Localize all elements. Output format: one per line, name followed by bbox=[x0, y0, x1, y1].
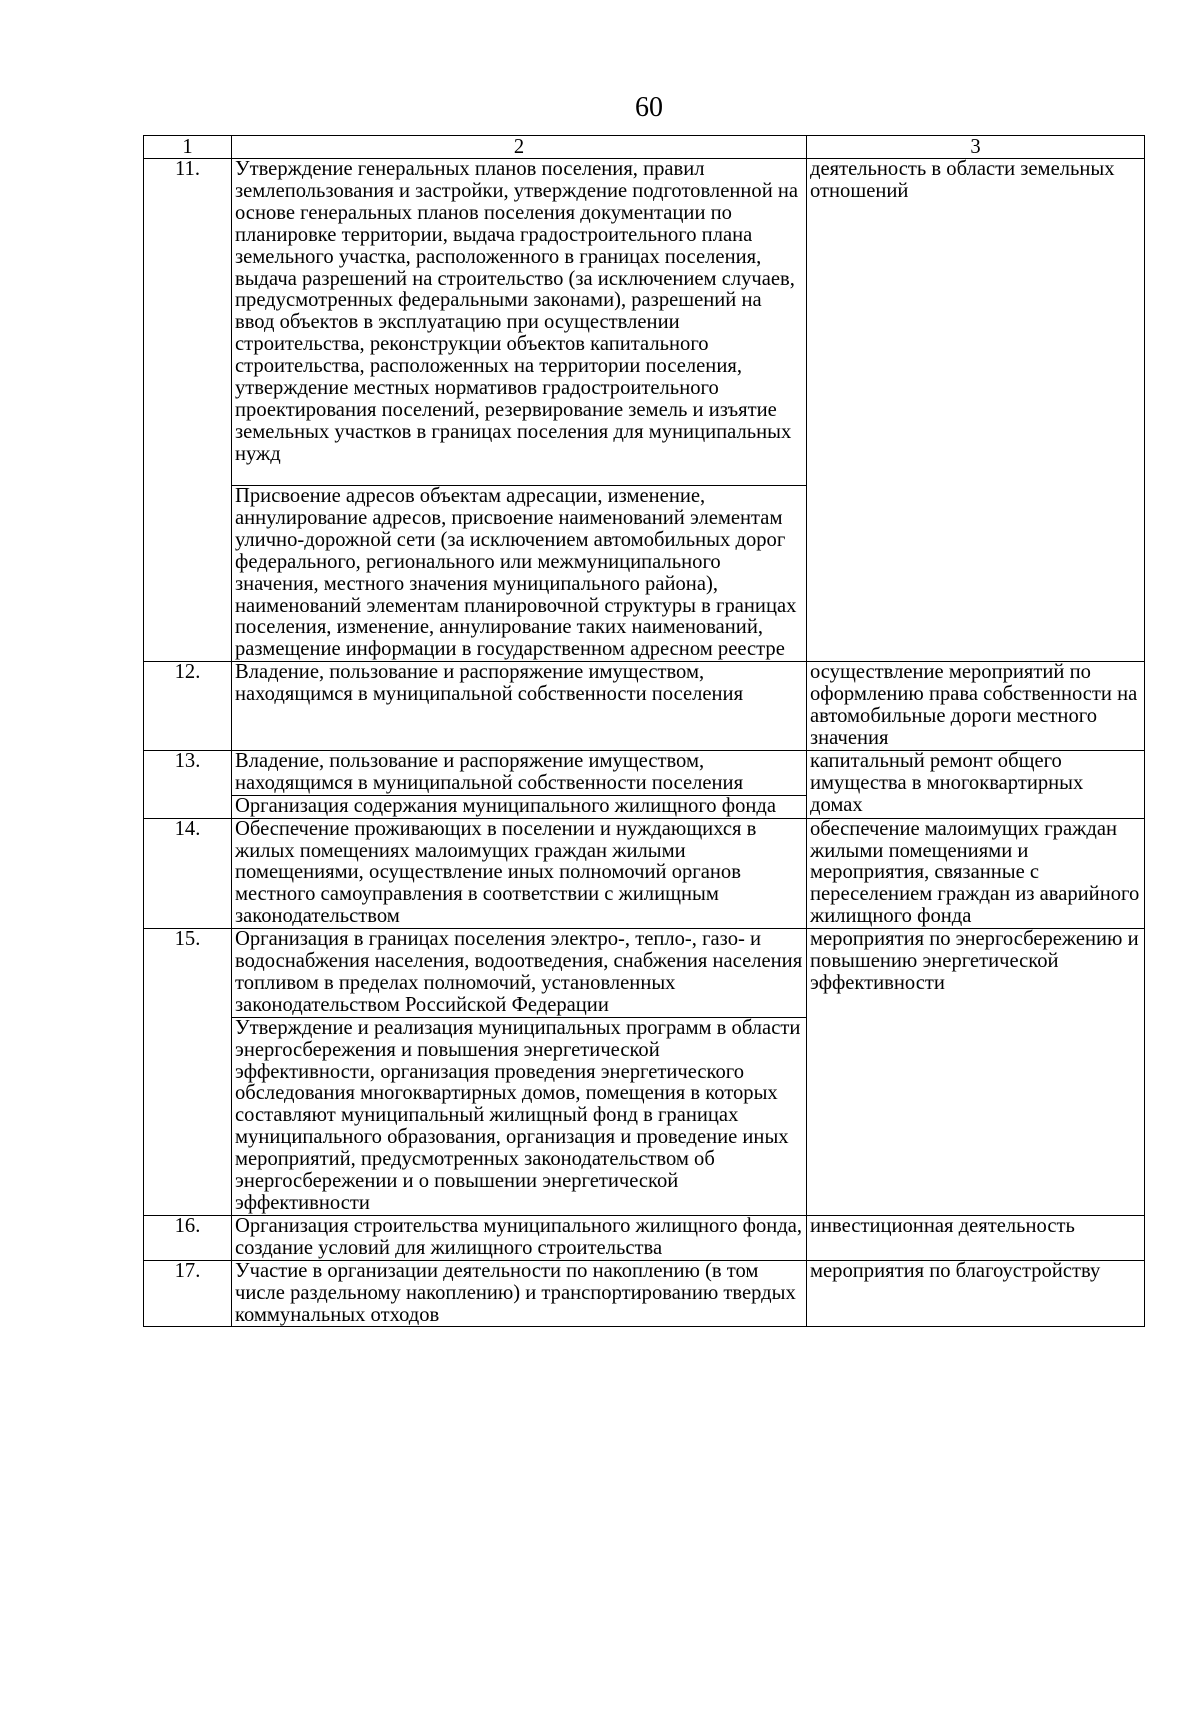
power-description: Присвоение адресов объектам адресации, изменение, аннулирование адресов, присвоение наименований элементам улично-дорожной сети (за исключением автомобильных дорог федерального, регионального или межмуниципального значения, местного значения муниципального района), наименований элементам планировочной структуры в границах поселения, изменение, аннулирование таких наименований, размещение информации в государственном адресном реестре bbox=[232, 485, 806, 661]
power-description: Утверждение генеральных планов поселения, правил землепользования и застройки, утверждение подготовленной на основе генеральных планов поселения документации по планировке территории, выдача градостроительного плана земельного участка, расположенного в границах поселения, выдача разрешений на строительство (за исключением случаев, предусмотренных федеральными законами), разрешений на ввод объектов в эксплуатацию при осуществлении строительства, реконструкции объектов капитального строительства, расположенных на территории поселения, утверждение местных нормативов градостроительного проектирования поселений, резервирование земель и изъятие земельных участков в границах поселения для муниципальных нужд bbox=[235, 158, 799, 465]
row-number: 14. bbox=[144, 818, 232, 929]
column-header-3: 3 bbox=[807, 136, 1145, 159]
power-description: Владение, пользование и распоряжение имуществом, находящимся в муниципальной собственности поселения bbox=[235, 661, 744, 706]
row-number: 12. bbox=[144, 662, 232, 751]
activity-cell: осуществление мероприятий по оформлению права собственности на автомобильные дороги местного значения bbox=[807, 662, 1145, 751]
power-description: Обеспечение проживающих в поселении и нуждающихся в жилых помещениях малоимущих граждан жилыми помещениями, осуществление иных полномочий органов местного самоуправления в соответствии с жилищным законодательством bbox=[235, 817, 757, 928]
row-number: 17. bbox=[144, 1260, 232, 1327]
power-description-cell bbox=[232, 818, 807, 929]
power-description-cell bbox=[232, 1260, 807, 1327]
row-number: 13. bbox=[144, 750, 232, 818]
activity-cell: деятельность в области земельных отношений bbox=[807, 159, 1145, 662]
column-header-2: 2 bbox=[232, 136, 807, 159]
table-row bbox=[144, 1215, 1145, 1260]
table-row bbox=[144, 818, 1145, 929]
table-row bbox=[144, 750, 1145, 818]
column-header-1: 1 bbox=[144, 136, 232, 159]
table-row bbox=[144, 159, 1145, 662]
activity-cell: мероприятия по энергосбережению и повышению энергетической эффективности bbox=[807, 929, 1145, 1216]
power-description: Владение, пользование и распоряжение имуществом, находящимся в муниципальной собственности поселения bbox=[235, 749, 744, 794]
page-number: 60 bbox=[635, 92, 663, 123]
table-row bbox=[144, 1260, 1145, 1327]
row-number: 16. bbox=[144, 1215, 232, 1260]
activity-cell: обеспечение малоимущих граждан жилыми помещениями и мероприятия, связанные с переселением граждан из аварийного жилищного фонда bbox=[807, 818, 1145, 929]
activity-cell: капитальный ремонт общего имущества в многоквартирных домах bbox=[807, 750, 1145, 818]
power-description: Утверждение и реализация муниципальных программ в области энергосбережения и повышения энергетической эффективности, организация проведения энергетического обследования многоквартирных домов, помещения в которых составляют муниципальный жилищный фонд в границах муниципального образования, организация и проведение иных мероприятий, предусмотренных законодательством об энергосбережении и о повышении энергетической эффективности bbox=[232, 1017, 806, 1215]
power-description: Организация содержания муниципального жилищного фонда bbox=[232, 795, 806, 818]
row-number: 11. bbox=[144, 159, 232, 662]
power-description-cell bbox=[232, 159, 807, 662]
power-description: Организация строительства муниципального жилищного фонда, создание условий для жилищного строительства bbox=[235, 1214, 803, 1259]
power-description-cell bbox=[232, 662, 807, 751]
activity-cell: мероприятия по благоустройству bbox=[807, 1260, 1145, 1327]
power-description-cell bbox=[232, 1215, 807, 1260]
table-header-row bbox=[144, 136, 1145, 159]
row-number: 15. bbox=[144, 929, 232, 1216]
activity-cell: инвестиционная деятельность bbox=[807, 1215, 1145, 1260]
table-row bbox=[144, 929, 1145, 1216]
power-description-cell bbox=[232, 929, 807, 1216]
power-description-cell bbox=[232, 750, 807, 818]
power-description: Участие в организации деятельности по накоплению (в том числе раздельному накоплению) и транспортированию твердых коммунальных отходов bbox=[235, 1259, 796, 1326]
powers-table bbox=[143, 135, 1145, 1327]
power-description: Организация в границах поселения электро-, тепло-, газо- и водоснабжения населения, водоотведения, снабжения населения топливом в пределах полномочий, установленных законодательством Российской Федерации bbox=[235, 928, 803, 1016]
table-row bbox=[144, 662, 1145, 751]
